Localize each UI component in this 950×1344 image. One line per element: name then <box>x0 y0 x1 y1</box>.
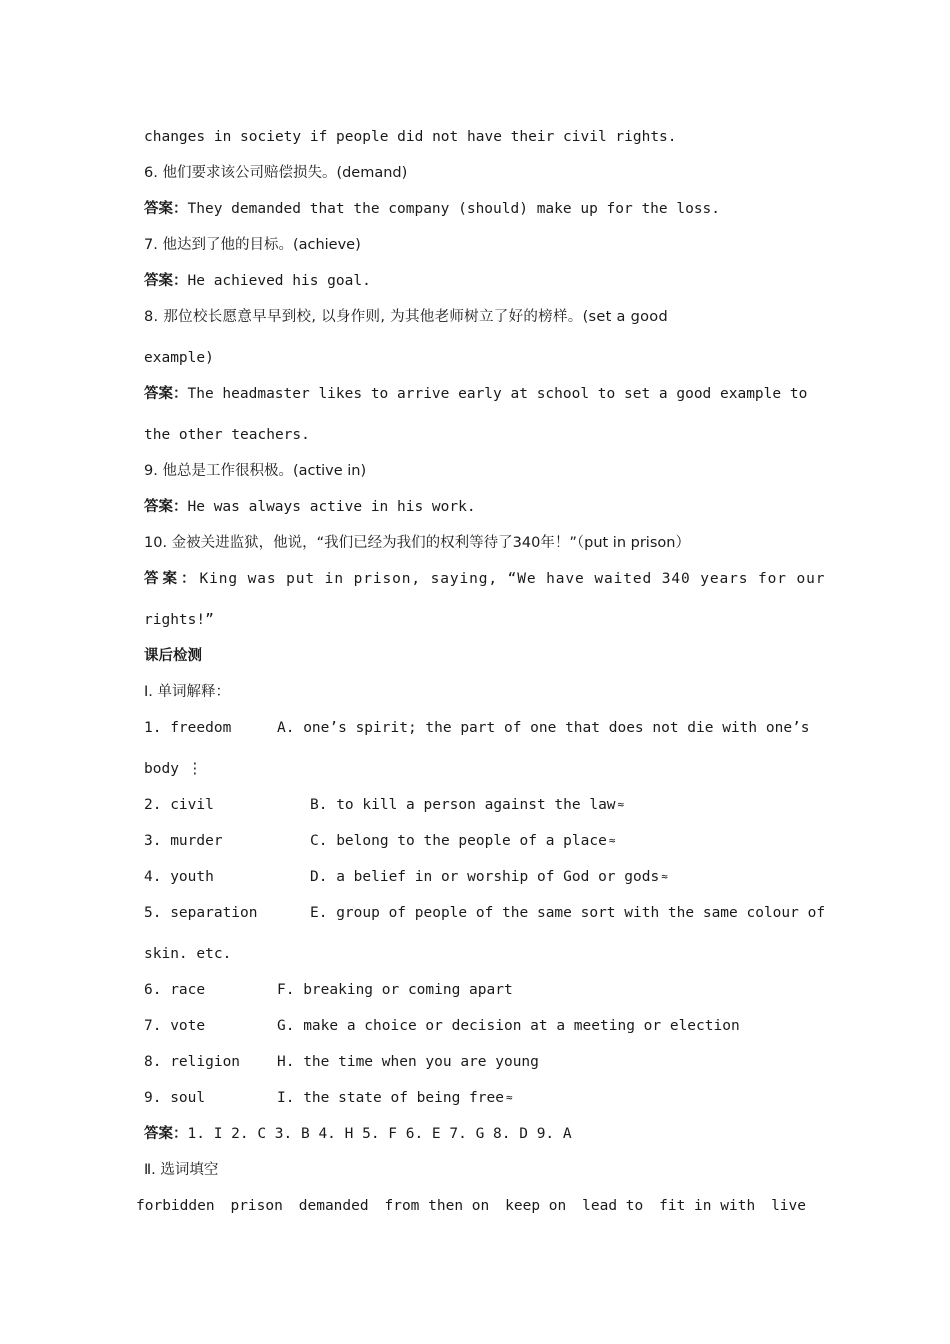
vocab-item-1-cont: body ⋮ <box>144 761 203 777</box>
answer-9 <box>144 497 806 517</box>
vocab-word: 2. civil <box>144 797 214 813</box>
decorative-squiggle-icon: ≈ <box>608 834 616 847</box>
vocab-definition: A. one’s spirit; the part of one that does not die with one’s <box>277 720 810 736</box>
word-bank-item: from then on <box>384 1198 490 1214</box>
part2-title: Ⅱ. 选词填空 <box>144 1162 219 1178</box>
word-bank-item: demanded <box>298 1198 369 1214</box>
vocab-word: 7. vote <box>144 1018 206 1034</box>
answer-7 <box>144 271 806 291</box>
answer-8-line2: the other teachers. <box>144 427 310 443</box>
answer-6 <box>144 199 806 219</box>
vocab-item-8 <box>144 1052 806 1072</box>
answer-8-line1 <box>144 384 806 404</box>
word-bank-item: lead to <box>582 1198 644 1214</box>
text-line: changes in society if people did not have their civil rights. <box>144 129 677 145</box>
vocab-definition: D. a belief in or worship of God or gods ≈ <box>310 869 668 885</box>
decorative-squiggle-icon: ≈ <box>617 798 625 811</box>
vocab-definition: F. breaking or coming apart <box>277 982 513 998</box>
vocab-word: 6. race <box>144 982 206 998</box>
vocab-word: 4. youth <box>144 869 214 885</box>
word-bank-item: fit in with <box>659 1198 756 1214</box>
answer-text: The headmaster likes to arrive early at school to set a good example to <box>187 386 808 402</box>
question-10: 10. 金被关进监狱，他说，“我们已经为我们的权利等待了340年！”（put in prison） <box>144 535 690 551</box>
vocab-word: 5. separation <box>144 905 258 921</box>
answer-label: 答案： <box>144 273 188 289</box>
decorative-squiggle-icon: ≈ <box>661 870 668 883</box>
question-7: 7. 他达到了他的目标。(achieve) <box>144 237 361 253</box>
vocab-word: 9. soul <box>144 1090 206 1106</box>
vocab-item-1 <box>144 718 810 738</box>
word-bank-item: keep on <box>505 1198 567 1214</box>
section-title: 课后检测 <box>144 648 202 664</box>
word-bank <box>136 1196 806 1216</box>
vocab-item-3 <box>144 831 806 851</box>
vocab-answer <box>144 1124 806 1144</box>
answer-label: 答案： <box>144 386 188 402</box>
vocab-word: 3. murder <box>144 833 223 849</box>
answer-label: 答案： <box>144 499 188 515</box>
answer-text: They demanded that the company (should) make up for the loss. <box>187 201 721 217</box>
vocab-definition: H. the time when you are young <box>277 1054 539 1070</box>
answer-text: He achieved his goal. <box>187 273 371 289</box>
question-6: 6. 他们要求该公司赔偿损失。(demand) <box>144 165 408 181</box>
vocab-definition: E. group of people of the same sort with the same colour of <box>310 905 826 921</box>
vocab-item-5-cont: skin. etc. <box>144 946 232 962</box>
answer-label: 答案： <box>144 571 200 587</box>
answer-text: 1. I 2. C 3. B 4. H 5. F 6. E 7. G 8. D 9. A <box>187 1126 572 1142</box>
word-bank-item: live <box>771 1198 806 1214</box>
vocab-item-9 <box>144 1088 806 1108</box>
vocab-definition: B. to kill a person against the law ≈ <box>310 797 625 813</box>
answer-label: 答案： <box>144 201 188 217</box>
vocab-item-2 <box>144 795 806 815</box>
vocab-definition: G. make a choice or decision at a meeting or election <box>277 1018 740 1034</box>
word-bank-item: prison <box>230 1198 283 1214</box>
answer-10-line1 <box>144 569 826 589</box>
vocab-item-6 <box>144 980 806 1000</box>
answer-text: King was put in prison, saying, “We have waited 340 years for our <box>199 571 826 587</box>
vocab-definition: C. belong to the people of a place ≈ <box>310 833 616 849</box>
question-8-line1: 8. 那位校长愿意早早到校, 以身作则, 为其他老师树立了好的榜样。(set a good <box>144 309 668 325</box>
decorative-squiggle-icon: ≈ <box>505 1091 513 1104</box>
question-8-line2: example) <box>144 350 214 366</box>
vocab-word: 1. freedom <box>144 720 232 736</box>
vocab-item-4 <box>144 867 806 887</box>
word-bank-item: forbidden <box>136 1198 215 1214</box>
answer-label: 答案： <box>144 1126 188 1142</box>
part1-title: Ⅰ. 单词解释： <box>144 684 230 700</box>
answer-text: He was always active in his work. <box>187 499 476 515</box>
vocab-item-5 <box>144 903 826 923</box>
vocab-word: 8. religion <box>144 1054 241 1070</box>
vocab-item-7 <box>144 1016 806 1036</box>
answer-10-line2: rights!” <box>144 612 214 628</box>
question-9: 9. 他总是工作很积极。(active in) <box>144 463 367 479</box>
vocab-definition: I. the state of being free ≈ <box>277 1090 513 1106</box>
